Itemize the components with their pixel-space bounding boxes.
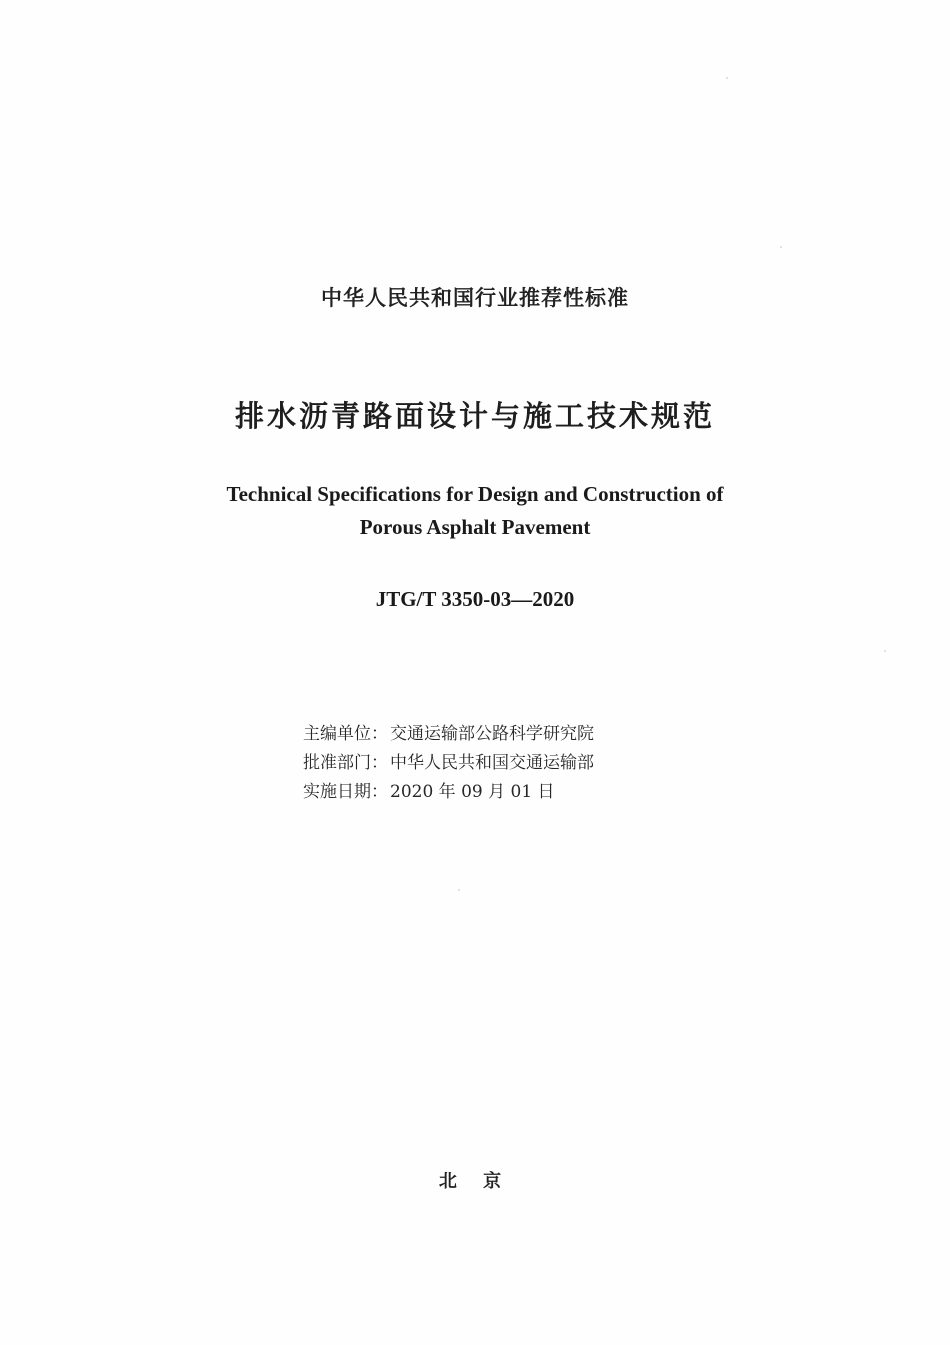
info-value: 2020 年 09 月 01 日 (390, 782, 555, 802)
scan-speck (726, 77, 728, 79)
scan-speck (780, 246, 782, 248)
standard-code: JTG/T 3350-03—2020 (375, 587, 575, 611)
publication-info (303, 720, 594, 807)
scan-speck (458, 889, 460, 891)
info-row-editor (303, 720, 594, 749)
info-value: 中华人民共和国交通运输部 (390, 753, 594, 773)
info-label: 主编单位： (303, 724, 388, 744)
standard-category: 中华人民共和国行业推荐性标准 (321, 286, 629, 310)
title-chinese: 排水沥青路面设计与施工技术规范 (234, 399, 715, 433)
info-row-effective-date (303, 778, 594, 807)
info-label: 实施日期： (303, 782, 388, 802)
info-value: 交通运输部公路科学研究院 (390, 724, 594, 744)
publication-city: 北 京 (438, 1171, 512, 1192)
title-english-line-2: Porous Asphalt Pavement (359, 515, 591, 539)
info-label: 批准部门： (303, 753, 388, 773)
title-english-line-1: Technical Specifications for Design and Construction of (226, 482, 724, 506)
info-row-approver (303, 749, 594, 778)
scan-speck (884, 650, 886, 652)
title-english (0, 478, 950, 544)
